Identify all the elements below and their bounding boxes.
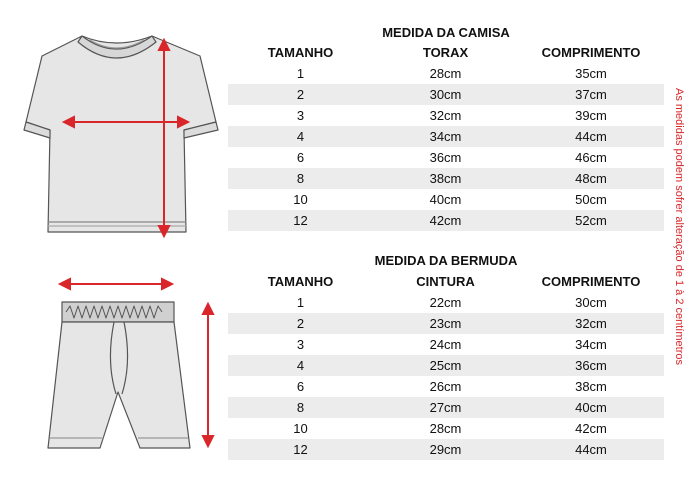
shorts-length-arrow [203, 304, 213, 446]
length-cell: 32cm [518, 313, 664, 334]
chest-cell: 28cm [373, 63, 518, 84]
size-cell: 12 [228, 439, 373, 460]
shirt-size-table [228, 42, 664, 231]
table-row [228, 189, 664, 210]
length-cell: 42cm [518, 418, 664, 439]
shorts-size-table [228, 271, 664, 460]
size-cell: 2 [228, 84, 373, 105]
column-header: TAMANHO [267, 45, 334, 60]
table-row [228, 397, 664, 418]
size-cell: 3 [228, 105, 373, 126]
table-row [228, 210, 664, 231]
length-cell: 39cm [518, 105, 664, 126]
table-row [228, 313, 664, 334]
shorts-illustration [40, 272, 230, 452]
shorts-waist-arrow [60, 279, 172, 289]
table-row [228, 418, 664, 439]
size-cell: 6 [228, 376, 373, 397]
chest-cell: 30cm [373, 84, 518, 105]
length-cell: 46cm [518, 147, 664, 168]
size-cell: 8 [228, 397, 373, 418]
chest-cell: 38cm [373, 168, 518, 189]
table-row [228, 63, 664, 84]
size-cell: 6 [228, 147, 373, 168]
table-row [228, 105, 664, 126]
measurement-variation-note: As medidas podem sofrer alteração de 1 à 2 centímetros [673, 88, 685, 365]
chest-cell: 32cm [373, 105, 518, 126]
table-row [228, 334, 664, 355]
waist-cell: 27cm [373, 397, 518, 418]
shirt-illustration [20, 26, 225, 244]
table-row [228, 439, 664, 460]
length-cell: 44cm [518, 126, 664, 147]
length-cell: 36cm [518, 355, 664, 376]
length-cell: 30cm [518, 292, 664, 313]
table-row [228, 168, 664, 189]
length-cell: 35cm [518, 63, 664, 84]
length-cell: 34cm [518, 334, 664, 355]
size-cell: 10 [228, 418, 373, 439]
length-cell: 40cm [518, 397, 664, 418]
chest-cell: 42cm [373, 210, 518, 231]
size-cell: 1 [228, 292, 373, 313]
waist-cell: 24cm [373, 334, 518, 355]
size-cell: 3 [228, 334, 373, 355]
waist-cell: 22cm [373, 292, 518, 313]
table-header-row [228, 271, 664, 292]
table-row [228, 292, 664, 313]
column-header: COMPRIMENTO [541, 274, 641, 289]
table-row [228, 147, 664, 168]
size-cell: 8 [228, 168, 373, 189]
length-cell: 37cm [518, 84, 664, 105]
table-row [228, 355, 664, 376]
shirt-table-title: MEDIDA DA CAMISA [382, 25, 510, 40]
table-row [228, 84, 664, 105]
table-row [228, 126, 664, 147]
size-cell: 12 [228, 210, 373, 231]
waist-cell: 23cm [373, 313, 518, 334]
size-cell: 1 [228, 63, 373, 84]
waist-cell: 28cm [373, 418, 518, 439]
chest-cell: 34cm [373, 126, 518, 147]
length-cell: 52cm [518, 210, 664, 231]
waist-cell: 29cm [373, 439, 518, 460]
length-cell: 38cm [518, 376, 664, 397]
waist-cell: 26cm [373, 376, 518, 397]
table-header-row [228, 42, 664, 63]
length-cell: 44cm [518, 439, 664, 460]
size-cell: 2 [228, 313, 373, 334]
column-header: CINTURA [416, 274, 475, 289]
waist-cell: 25cm [373, 355, 518, 376]
size-cell: 10 [228, 189, 373, 210]
chest-cell: 40cm [373, 189, 518, 210]
size-cell: 4 [228, 126, 373, 147]
size-cell: 4 [228, 355, 373, 376]
shorts-table-title: MEDIDA DA BERMUDA [374, 253, 518, 268]
column-header: COMPRIMENTO [541, 45, 641, 60]
column-header: TAMANHO [267, 274, 334, 289]
length-cell: 50cm [518, 189, 664, 210]
length-cell: 48cm [518, 168, 664, 189]
table-row [228, 376, 664, 397]
column-header: TORAX [422, 45, 469, 60]
chest-cell: 36cm [373, 147, 518, 168]
